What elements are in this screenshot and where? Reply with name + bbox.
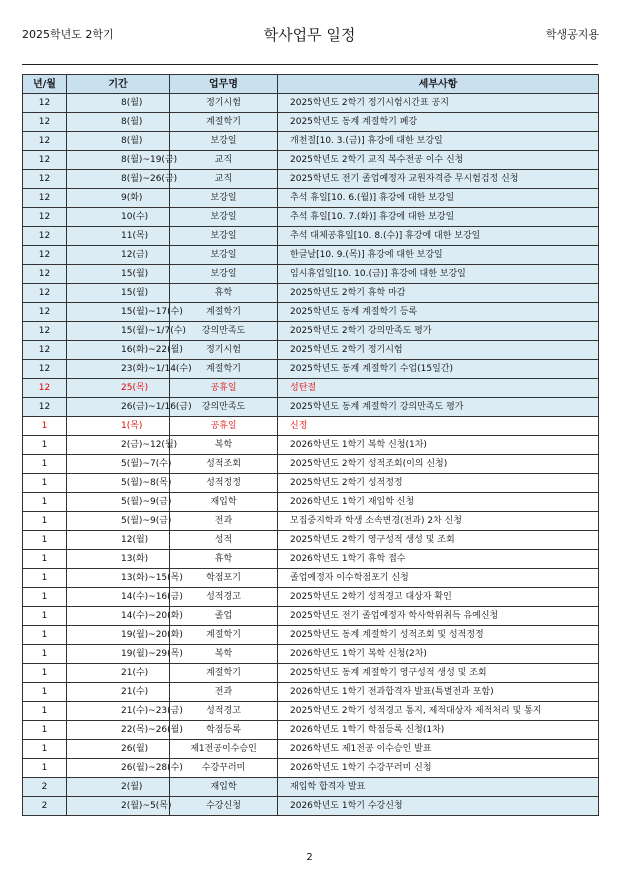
table-row <box>23 740 599 759</box>
row-detail-cell: 졸업예정자 이수학점포기 신청 <box>278 569 599 588</box>
row-detail-cell: 2025학년도 2학기 휴학 마감 <box>278 284 599 303</box>
table-header-row <box>23 75 599 94</box>
row-period-cell: 8(월) <box>67 132 170 151</box>
row-detail-cell: 2026학년도 1학기 복학 신청(1차) <box>278 436 599 455</box>
row-task-cell: 강의만족도 <box>170 398 278 417</box>
table-row <box>23 664 599 683</box>
row-period-cell: 21(수) <box>67 683 170 702</box>
row-period-cell: 22(목)~26(월) <box>67 721 170 740</box>
column-header-task: 업무명 <box>170 75 278 94</box>
row-task-cell: 복학 <box>170 436 278 455</box>
row-detail-cell: 2025학년도 전기 졸업예정자 학사학위취득 유예신청 <box>278 607 599 626</box>
row-period-cell: 12(금) <box>67 246 170 265</box>
row-task-cell: 교직 <box>170 170 278 189</box>
row-month-cell: 1 <box>23 645 67 664</box>
row-period-cell: 1(목) <box>67 417 170 436</box>
row-task-cell: 계절학기 <box>170 664 278 683</box>
row-detail-cell: 재입학 합격자 발표 <box>278 778 599 797</box>
row-month-cell: 1 <box>23 759 67 778</box>
table-row <box>23 341 599 360</box>
table-row <box>23 246 599 265</box>
semester-label: 2025학년도 2학기 <box>22 28 114 41</box>
row-period-cell: 8(월)~26(금) <box>67 170 170 189</box>
row-month-cell: 1 <box>23 702 67 721</box>
table-row <box>23 626 599 645</box>
row-detail-cell: 추석 휴일[10. 6.(월)] 휴강에 대한 보강일 <box>278 189 599 208</box>
row-task-cell: 복학 <box>170 645 278 664</box>
table-row <box>23 531 599 550</box>
row-period-cell: 15(월)~1/7(수) <box>67 322 170 341</box>
row-detail-cell: 2026학년도 1학기 수강꾸러미 신청 <box>278 759 599 778</box>
row-detail-cell: 성탄절 <box>278 379 599 398</box>
row-month-cell: 12 <box>23 94 67 113</box>
row-month-cell: 12 <box>23 151 67 170</box>
row-period-cell: 5(월)~8(목) <box>67 474 170 493</box>
table-row <box>23 170 599 189</box>
row-period-cell: 2(월)~5(목) <box>67 797 170 816</box>
row-detail-cell: 2025학년도 2학기 교직 복수전공 이수 신청 <box>278 151 599 170</box>
row-period-cell: 14(수)~16(금) <box>67 588 170 607</box>
row-detail-cell: 개천절[10. 3.(금)] 휴강에 대한 보강일 <box>278 132 599 151</box>
table-row <box>23 322 599 341</box>
row-month-cell: 1 <box>23 607 67 626</box>
row-month-cell: 12 <box>23 341 67 360</box>
table-row <box>23 379 599 398</box>
table-row <box>23 189 599 208</box>
row-month-cell: 1 <box>23 664 67 683</box>
row-period-cell: 26(금)~1/16(금) <box>67 398 170 417</box>
row-detail-cell: 신정 <box>278 417 599 436</box>
row-month-cell: 12 <box>23 322 67 341</box>
table-row <box>23 512 599 531</box>
row-task-cell: 보강일 <box>170 227 278 246</box>
row-month-cell: 12 <box>23 208 67 227</box>
row-detail-cell: 2025학년도 동계 계절학기 폐강 <box>278 113 599 132</box>
row-month-cell: 12 <box>23 398 67 417</box>
row-month-cell: 1 <box>23 740 67 759</box>
row-month-cell: 1 <box>23 721 67 740</box>
row-task-cell: 졸업 <box>170 607 278 626</box>
table-row <box>23 683 599 702</box>
row-task-cell: 계절학기 <box>170 626 278 645</box>
row-period-cell: 2(금)~12(월) <box>67 436 170 455</box>
table-row <box>23 303 599 322</box>
page-number: 2 <box>306 852 313 863</box>
row-month-cell: 12 <box>23 265 67 284</box>
table-row <box>23 360 599 379</box>
row-month-cell: 2 <box>23 797 67 816</box>
table-row <box>23 778 599 797</box>
table-row <box>23 607 599 626</box>
row-period-cell: 5(월)~9(금) <box>67 512 170 531</box>
row-task-cell: 교직 <box>170 151 278 170</box>
row-month-cell: 12 <box>23 284 67 303</box>
row-period-cell: 15(월) <box>67 265 170 284</box>
row-month-cell: 12 <box>23 246 67 265</box>
row-task-cell: 보강일 <box>170 189 278 208</box>
table-row <box>23 113 599 132</box>
table-row <box>23 759 599 778</box>
row-period-cell: 8(월) <box>67 94 170 113</box>
row-month-cell: 1 <box>23 455 67 474</box>
row-period-cell: 23(화)~1/14(수) <box>67 360 170 379</box>
row-period-cell: 16(화)~22(월) <box>67 341 170 360</box>
row-month-cell: 12 <box>23 303 67 322</box>
row-month-cell: 1 <box>23 493 67 512</box>
table-row <box>23 721 599 740</box>
row-detail-cell: 2025학년도 2학기 강의만족도 평가 <box>278 322 599 341</box>
row-month-cell: 1 <box>23 569 67 588</box>
row-task-cell: 전과 <box>170 683 278 702</box>
row-month-cell: 12 <box>23 360 67 379</box>
row-task-cell: 수강꾸러미 <box>170 759 278 778</box>
row-detail-cell: 2025학년도 동계 계절학기 성적조회 및 성적정정 <box>278 626 599 645</box>
row-month-cell: 2 <box>23 778 67 797</box>
row-task-cell: 계절학기 <box>170 360 278 379</box>
header-divider <box>22 64 598 65</box>
row-month-cell: 12 <box>23 132 67 151</box>
row-task-cell: 휴학 <box>170 284 278 303</box>
table-row <box>23 208 599 227</box>
row-task-cell: 강의만족도 <box>170 322 278 341</box>
row-detail-cell: 2025학년도 2학기 정기시험시간표 공지 <box>278 94 599 113</box>
page-title: 학사업무 일정 <box>263 26 356 44</box>
row-detail-cell: 2025학년도 동계 계절학기 수업(15일간) <box>278 360 599 379</box>
row-detail-cell: 2026학년도 1학기 휴학 접수 <box>278 550 599 569</box>
row-task-cell: 계절학기 <box>170 113 278 132</box>
row-detail-cell: 2026학년도 제1전공 이수승인 발표 <box>278 740 599 759</box>
table-row <box>23 132 599 151</box>
row-detail-cell: 추석 휴일[10. 7.(화)] 휴강에 대한 보강일 <box>278 208 599 227</box>
row-month-cell: 12 <box>23 379 67 398</box>
row-task-cell: 보강일 <box>170 246 278 265</box>
schedule-table <box>22 74 599 816</box>
row-detail-cell: 2026학년도 1학기 전과합격자 발표(특별전과 포함) <box>278 683 599 702</box>
row-task-cell: 제1전공이수승인 <box>170 740 278 759</box>
row-detail-cell: 2025학년도 2학기 성적조회(이의 신청) <box>278 455 599 474</box>
column-header-detail: 세부사항 <box>278 75 599 94</box>
row-detail-cell: 2025학년도 2학기 영구성적 생성 및 조회 <box>278 531 599 550</box>
table-row <box>23 455 599 474</box>
row-task-cell: 전과 <box>170 512 278 531</box>
row-task-cell: 성적정정 <box>170 474 278 493</box>
row-month-cell: 1 <box>23 474 67 493</box>
row-detail-cell: 2026학년도 1학기 수강신청 <box>278 797 599 816</box>
row-month-cell: 1 <box>23 417 67 436</box>
row-period-cell: 8(월)~19(금) <box>67 151 170 170</box>
row-month-cell: 1 <box>23 588 67 607</box>
row-month-cell: 12 <box>23 113 67 132</box>
row-detail-cell: 2025학년도 동계 계절학기 등록 <box>278 303 599 322</box>
row-task-cell: 수강신청 <box>170 797 278 816</box>
row-task-cell: 공휴일 <box>170 417 278 436</box>
table-row <box>23 265 599 284</box>
column-header-period: 기간 <box>67 75 170 94</box>
table-row <box>23 550 599 569</box>
row-period-cell: 21(수) <box>67 664 170 683</box>
row-month-cell: 1 <box>23 531 67 550</box>
row-task-cell: 보강일 <box>170 265 278 284</box>
table-row <box>23 284 599 303</box>
row-period-cell: 9(화) <box>67 189 170 208</box>
row-period-cell: 5(월)~9(금) <box>67 493 170 512</box>
row-period-cell: 15(월) <box>67 284 170 303</box>
row-detail-cell: 2025학년도 동계 계절학기 강의만족도 평가 <box>278 398 599 417</box>
row-task-cell: 정기시험 <box>170 94 278 113</box>
row-period-cell: 2(월) <box>67 778 170 797</box>
row-detail-cell: 2025학년도 2학기 성적정정 <box>278 474 599 493</box>
row-month-cell: 1 <box>23 550 67 569</box>
row-detail-cell: 2026학년도 1학기 복학 신청(2차) <box>278 645 599 664</box>
row-task-cell: 정기시험 <box>170 341 278 360</box>
table-row <box>23 417 599 436</box>
row-period-cell: 8(월) <box>67 113 170 132</box>
row-month-cell: 1 <box>23 683 67 702</box>
column-header-month: 년/월 <box>23 75 67 94</box>
row-task-cell: 성적 <box>170 531 278 550</box>
table-row <box>23 151 599 170</box>
row-detail-cell: 한글날[10. 9.(목)] 휴강에 대한 보강일 <box>278 246 599 265</box>
row-period-cell: 13(화)~15(목) <box>67 569 170 588</box>
row-month-cell: 12 <box>23 189 67 208</box>
table-row <box>23 797 599 816</box>
table-row <box>23 588 599 607</box>
row-period-cell: 26(월)~28(수) <box>67 759 170 778</box>
table-row <box>23 645 599 664</box>
row-period-cell: 11(목) <box>67 227 170 246</box>
row-period-cell: 15(월)~17(수) <box>67 303 170 322</box>
table-row <box>23 398 599 417</box>
table-row <box>23 436 599 455</box>
row-month-cell: 12 <box>23 227 67 246</box>
row-period-cell: 14(수)~20(화) <box>67 607 170 626</box>
row-detail-cell: 2026학년도 1학기 학점등록 신청(1차) <box>278 721 599 740</box>
row-period-cell: 19(월)~29(목) <box>67 645 170 664</box>
row-task-cell: 학점포기 <box>170 569 278 588</box>
table-row <box>23 493 599 512</box>
row-task-cell: 재입학 <box>170 778 278 797</box>
table-row <box>23 94 599 113</box>
row-task-cell: 휴학 <box>170 550 278 569</box>
row-detail-cell: 2025학년도 동계 계절학기 영구성적 생성 및 조회 <box>278 664 599 683</box>
row-detail-cell: 2025학년도 2학기 성적경고 통지, 제적대상자 제적처리 및 통지 <box>278 702 599 721</box>
row-detail-cell: 2025학년도 전기 졸업예정자 교원자격증 무시험검정 신청 <box>278 170 599 189</box>
row-month-cell: 1 <box>23 512 67 531</box>
row-detail-cell: 2025학년도 2학기 정기시험 <box>278 341 599 360</box>
row-task-cell: 공휴일 <box>170 379 278 398</box>
row-period-cell: 5(월)~7(수) <box>67 455 170 474</box>
table-row <box>23 474 599 493</box>
audience-label: 학생공지용 <box>545 28 599 41</box>
row-task-cell: 계절학기 <box>170 303 278 322</box>
row-period-cell: 21(수)~23(금) <box>67 702 170 721</box>
row-task-cell: 학점등록 <box>170 721 278 740</box>
table-row <box>23 702 599 721</box>
row-detail-cell: 임시휴업일[10. 10.(금)] 휴강에 대한 보강일 <box>278 265 599 284</box>
row-task-cell: 보강일 <box>170 132 278 151</box>
row-month-cell: 1 <box>23 436 67 455</box>
table-row <box>23 569 599 588</box>
row-period-cell: 13(화) <box>67 550 170 569</box>
row-task-cell: 성적경고 <box>170 702 278 721</box>
row-task-cell: 보강일 <box>170 208 278 227</box>
row-period-cell: 10(수) <box>67 208 170 227</box>
row-task-cell: 성적조회 <box>170 455 278 474</box>
row-detail-cell: 모집중지학과 학생 소속변경(전과) 2차 신청 <box>278 512 599 531</box>
row-period-cell: 19(월)~20(화) <box>67 626 170 645</box>
row-period-cell: 25(목) <box>67 379 170 398</box>
table-row <box>23 227 599 246</box>
row-task-cell: 성적경고 <box>170 588 278 607</box>
row-month-cell: 12 <box>23 170 67 189</box>
row-detail-cell: 추석 대체공휴일[10. 8.(수)] 휴강에 대한 보강일 <box>278 227 599 246</box>
table-body <box>23 94 599 816</box>
row-month-cell: 1 <box>23 626 67 645</box>
row-period-cell: 26(월) <box>67 740 170 759</box>
row-detail-cell: 2026학년도 1학기 재입학 신청 <box>278 493 599 512</box>
row-period-cell: 12(월) <box>67 531 170 550</box>
row-task-cell: 재입학 <box>170 493 278 512</box>
row-detail-cell: 2025학년도 2학기 성적경고 대상자 확인 <box>278 588 599 607</box>
